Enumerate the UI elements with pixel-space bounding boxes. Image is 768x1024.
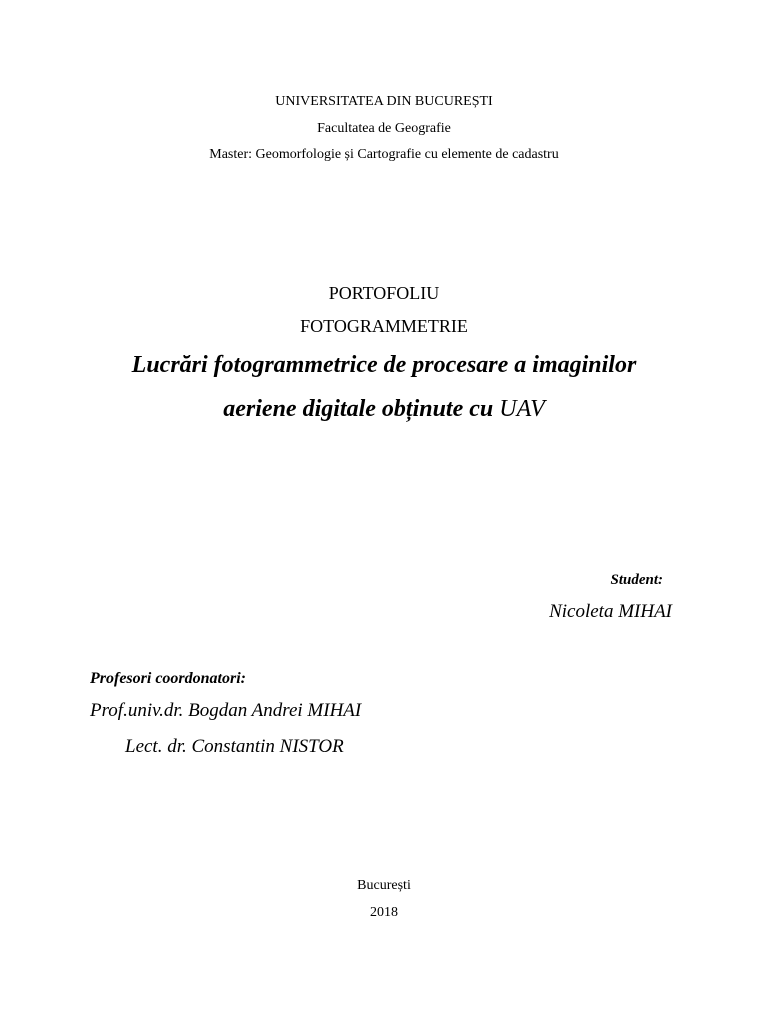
student-name: Nicoleta MIHAI [549,601,672,622]
faculty-name: Facultatea de Geografie [317,121,451,136]
thesis-title-line-2 [0,396,768,423]
coordinator-2: Lect. dr. Constantin NISTOR [125,736,344,757]
thesis-title-line-1: Lucrări fotogrammetrice de procesare a imaginilor [131,352,637,378]
thesis-title-line-2-bold: aeriene digitale obținute cu [223,396,500,422]
student-label: Student: [610,572,663,588]
coordinator-1: Prof.univ.dr. Bogdan Andrei MIHAI [90,700,362,721]
year: 2018 [370,905,398,920]
coordinators-label: Profesori coordonatori: [90,670,246,687]
city: București [357,878,411,893]
university-name: UNIVERSITATEA DIN BUCUREȘTI [275,94,493,109]
thesis-title-line-2-regular: UAV [499,396,545,422]
document-subject: FOTOGRAMMETRIE [300,316,468,336]
master-program: Master: Geomorfologie și Cartografie cu elemente de cadastru [209,147,559,162]
document-type: PORTOFOLIU [328,283,440,303]
